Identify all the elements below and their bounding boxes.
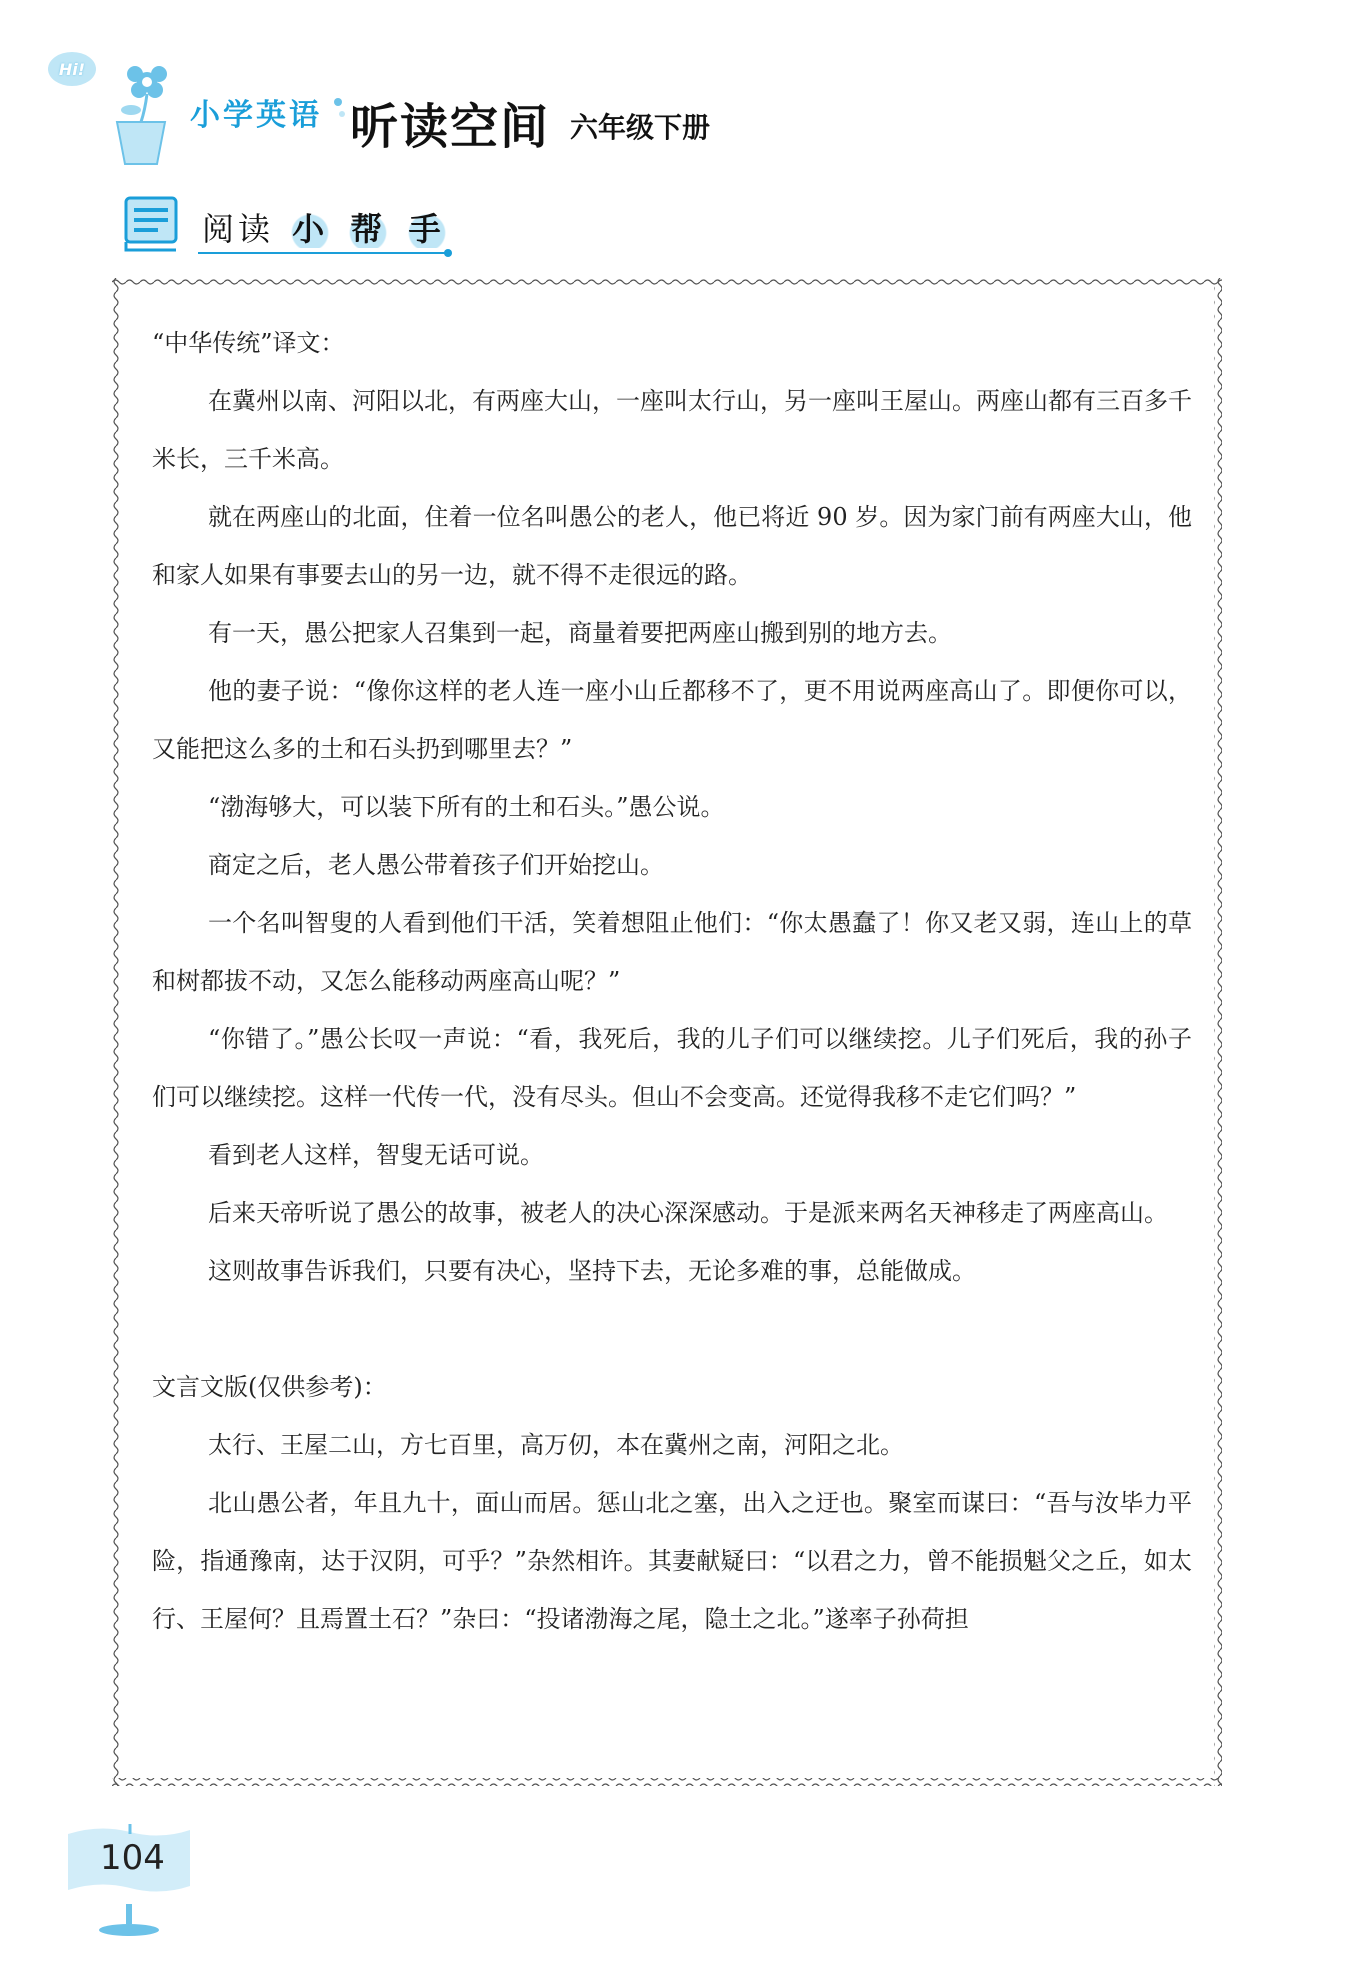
- header-grade: 六年级下册: [570, 111, 711, 144]
- section-title-char: 小: [288, 210, 332, 248]
- page-header: [40, 40, 1040, 170]
- hi-badge: Hi!: [48, 52, 96, 86]
- header-series-title: 听读空间: [350, 99, 551, 155]
- paragraph: “渤海够大，可以装下所有的土和石头。”愚公说。: [208, 793, 725, 821]
- paragraph: 商定之后，老人愚公带着孩子们开始挖山。: [208, 851, 664, 879]
- translation-heading: “中华传统”译文：: [152, 329, 345, 357]
- page-number-tab-icon: [60, 1816, 230, 1946]
- paragraph: 他的妻子说：“像你这样的老人连一座小山丘都移不了，更不用说两座高山了。即便你可以，又能把这么多的土和石头扔到哪里去？”: [152, 677, 1192, 763]
- reading-content-box: [112, 278, 1222, 1786]
- classical-paragraph: 北山愚公者，年且九十，面山而居。惩山北之塞，出入之迂也。聚室而谋曰：“吾与汝毕力平险，指通豫南，达于汉阴，可乎？”杂然相许。其妻献疑曰：“以君之力，曾不能损魁父之丘，如太行、王屋何？且焉置土石？”杂曰：“投诸渤海之尾，隐土之北。”遂率子孙荷担: [152, 1489, 1192, 1633]
- section-title: [202, 204, 449, 250]
- reading-text: [152, 314, 1192, 1648]
- page-footer: [60, 1816, 230, 1946]
- book-icon: [120, 192, 188, 256]
- flower-pot-icon: [95, 60, 175, 170]
- paragraph: 后来天帝听说了愚公的故事，被老人的决心深深感动。于是派来两名天神移走了两座高山。: [208, 1199, 1168, 1227]
- paragraph: 就在两座山的北面，住着一位名叫愚公的老人，他已将近 90 岁。因为家门前有两座大山，他和家人如果有事要去山的另一边，就不得不走很远的路。: [152, 503, 1192, 589]
- classical-paragraph: 太行、王屋二山，方七百里，高万仞，本在冀州之南，河阳之北。: [208, 1431, 904, 1459]
- paragraph: “你错了。”愚公长叹一声说：“看，我死后，我的儿子们可以继续挖。儿子们死后，我的孙子们可以继续挖。这样一代传一代，没有尽头。但山不会变高。还觉得我移不走它们吗？”: [152, 1025, 1192, 1111]
- paragraph: 一个名叫智叟的人看到他们干活，笑着想阻止他们：“你太愚蠢了！你又老又弱，连山上的草和树都拔不动，又怎么能移动两座高山呢？”: [152, 909, 1192, 995]
- header-subject: 小学英语: [190, 98, 322, 133]
- section-title-char: 手: [405, 210, 449, 248]
- paragraph: 在冀州以南、河阳以北，有两座大山，一座叫太行山，另一座叫王屋山。两座山都有三百多千米长，三千米高。: [152, 387, 1192, 473]
- section-title-prefix: 阅读: [202, 210, 275, 248]
- section-underline: [198, 252, 448, 254]
- page-number: 104: [100, 1838, 165, 1878]
- paragraph: 这则故事告诉我们，只要有决心，坚持下去，无论多难的事，总能做成。: [208, 1257, 976, 1285]
- paragraph: 有一天，愚公把家人召集到一起，商量着要把两座山搬到别的地方去。: [208, 619, 952, 647]
- paragraph: 看到老人这样，智叟无话可说。: [208, 1141, 544, 1169]
- classical-heading: 文言文版(仅供参考)：: [152, 1373, 387, 1401]
- section-heading: [120, 192, 460, 262]
- section-title-char: 帮: [346, 210, 390, 248]
- section-gap: [152, 1300, 1192, 1358]
